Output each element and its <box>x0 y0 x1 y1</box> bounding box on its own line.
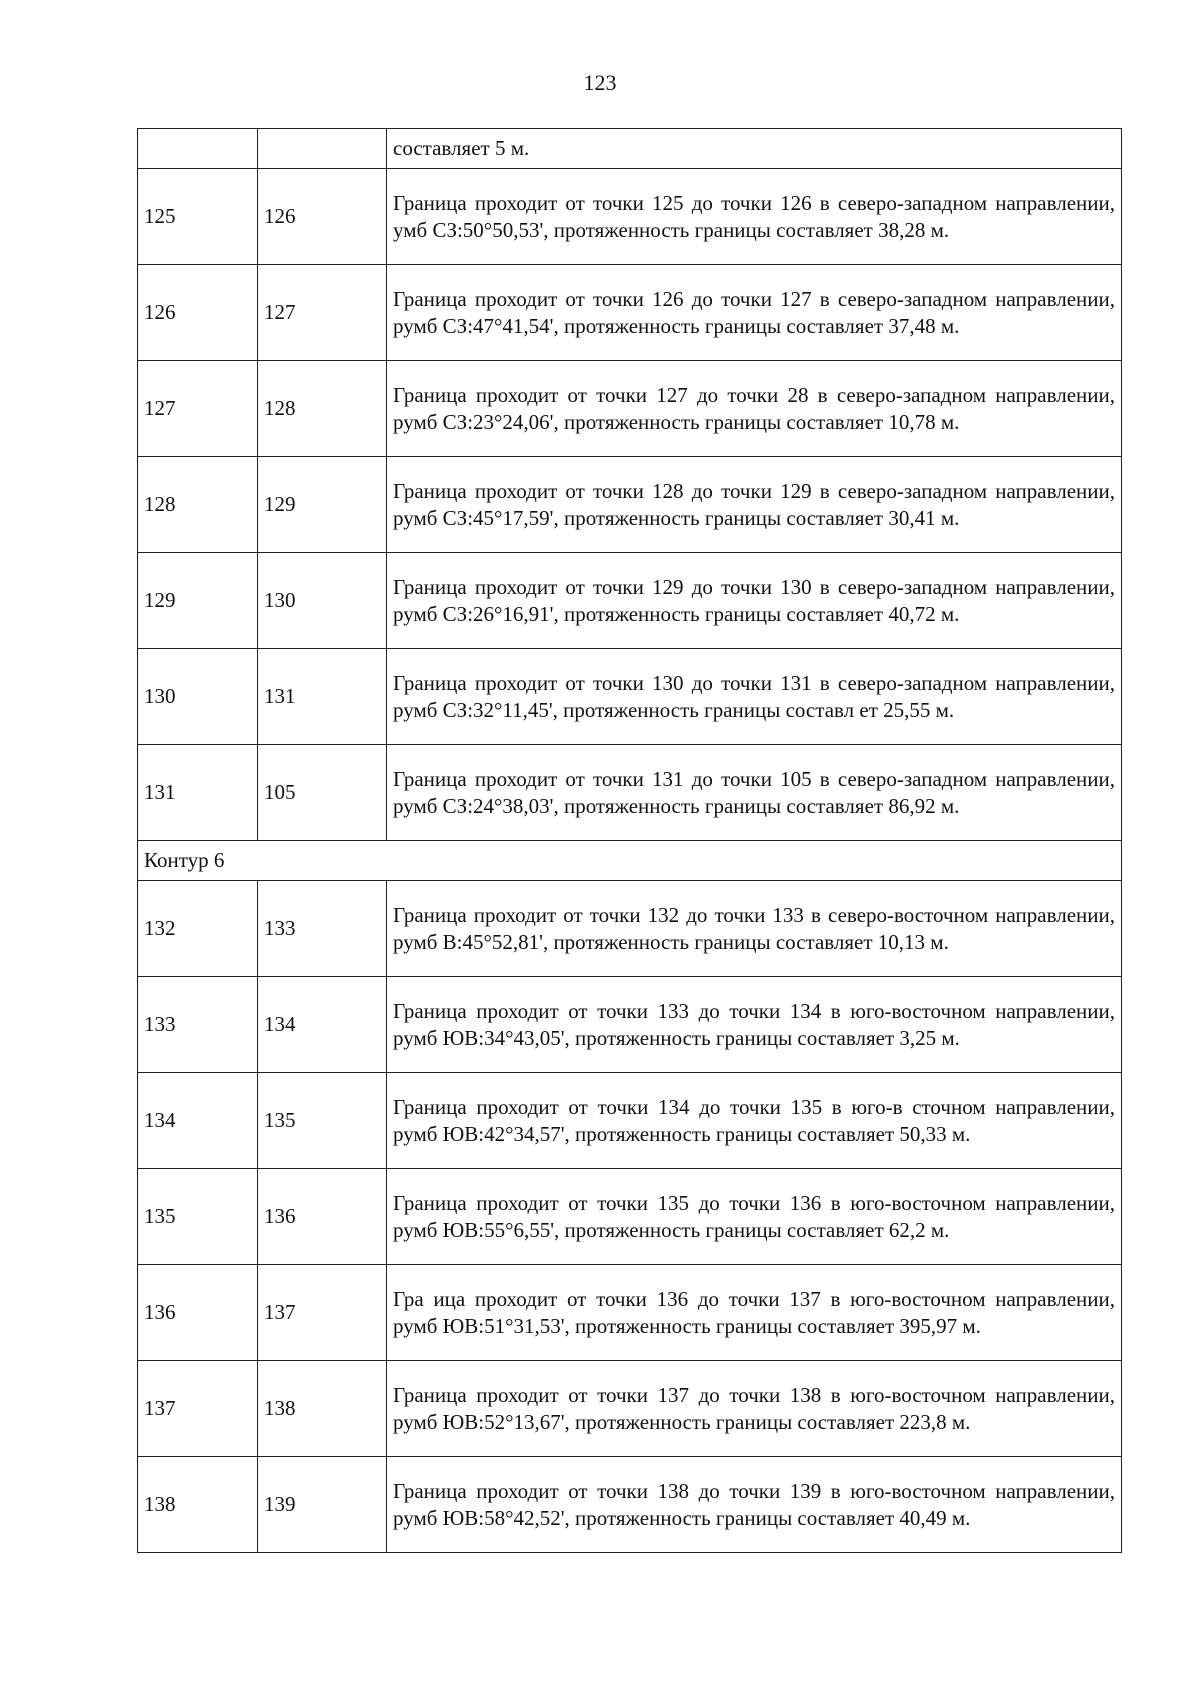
table-row <box>138 1265 1122 1361</box>
table-row <box>138 1457 1122 1553</box>
boundary-description-cell: Граница проходит от точки 129 до точки 130 в северо-западном направлении, румб СЗ:26°16,91', протяженность границы составляет 40,72 м. <box>387 553 1122 649</box>
table-row <box>138 1361 1122 1457</box>
point-to-cell: 134 <box>258 977 387 1073</box>
boundary-description-cell: Граница проходит от точки 132 до точки 133 в северо-восточном направлении, румб В:45°52,81', протяженность границы составляет 10,13 м. <box>387 881 1122 977</box>
point-from-cell: 135 <box>138 1169 258 1265</box>
point-from-cell: 126 <box>138 265 258 361</box>
point-from-cell: 128 <box>138 457 258 553</box>
table-row <box>138 129 1122 169</box>
point-from-cell: 136 <box>138 1265 258 1361</box>
boundary-description-cell: Граница проходит от точки 128 до точки 129 в северо-западном направлении, румб СЗ:45°17,59', протяженность границы составляет 30,41 м. <box>387 457 1122 553</box>
boundary-description-cell: составляет 5 м. <box>387 129 1122 169</box>
boundary-description-cell: Граница проходит от точки 134 до точки 135 в юго-в сточном направлении, румб ЮВ:42°34,57', протяженность границы составляет 50,33 м. <box>387 1073 1122 1169</box>
point-to-cell: 129 <box>258 457 387 553</box>
table-row <box>138 1169 1122 1265</box>
table-row <box>138 977 1122 1073</box>
boundary-description-cell: Граница проходит от точки 138 до точки 139 в юго-восточном направлении, румб ЮВ:58°42,52', протяженность границы составляет 40,49 м. <box>387 1457 1122 1553</box>
point-to-cell: 131 <box>258 649 387 745</box>
table-row <box>138 553 1122 649</box>
point-to-cell: 136 <box>258 1169 387 1265</box>
boundary-description-cell: Гра ица проходит от точки 136 до точки 137 в юго-восточном направлении, румб ЮВ:51°31,53', протяженность границы составляет 395,97 м. <box>387 1265 1122 1361</box>
point-from-cell: 125 <box>138 169 258 265</box>
point-to-cell: 135 <box>258 1073 387 1169</box>
point-from-cell: 127 <box>138 361 258 457</box>
table-row <box>138 881 1122 977</box>
point-from-cell: 131 <box>138 745 258 841</box>
point-to-cell: 128 <box>258 361 387 457</box>
boundary-description-cell: Граница проходит от точки 137 до точки 138 в юго-восточном направлении, румб ЮВ:52°13,67', протяженность границы составляет 223,8 м. <box>387 1361 1122 1457</box>
boundary-description-cell: Граница проходит от точки 130 до точки 131 в северо-западном направлении, румб СЗ:32°11,45', протяженность границы составл ет 25,55 м. <box>387 649 1122 745</box>
contour-label: Контур 6 <box>138 841 1122 881</box>
table-row <box>138 649 1122 745</box>
point-to-cell <box>258 129 387 169</box>
point-to-cell: 130 <box>258 553 387 649</box>
point-from-cell: 130 <box>138 649 258 745</box>
boundary-description-cell: Граница проходит от точки 135 до точки 136 в юго-восточном направлении, румб ЮВ:55°6,55', протяженность границы составляет 62,2 м. <box>387 1169 1122 1265</box>
point-from-cell: 134 <box>138 1073 258 1169</box>
page-number: 123 <box>583 70 617 95</box>
point-from-cell: 137 <box>138 1361 258 1457</box>
boundary-description-cell: Граница проходит от точки 131 до точки 105 в северо-западном направлении, румб СЗ:24°38,03', протяженность границы составляет 86,92 м. <box>387 745 1122 841</box>
table-row <box>138 169 1122 265</box>
point-to-cell: 126 <box>258 169 387 265</box>
boundary-description-cell: Граница проходит от точки 125 до точки 126 в северо-западном направлении, умб СЗ:50°50,53', протяженность границы составляет 38,28 м. <box>387 169 1122 265</box>
point-to-cell: 138 <box>258 1361 387 1457</box>
contour-header-row <box>138 841 1122 881</box>
point-from-cell: 132 <box>138 881 258 977</box>
point-to-cell: 127 <box>258 265 387 361</box>
point-to-cell: 137 <box>258 1265 387 1361</box>
table-row <box>138 265 1122 361</box>
point-to-cell: 139 <box>258 1457 387 1553</box>
point-from-cell: 133 <box>138 977 258 1073</box>
boundary-description-cell: Граница проходит от точки 133 до точки 134 в юго-восточном направлении, румб ЮВ:34°43,05', протяженность границы составляет 3,25 м. <box>387 977 1122 1073</box>
point-to-cell: 105 <box>258 745 387 841</box>
point-from-cell <box>138 129 258 169</box>
point-to-cell: 133 <box>258 881 387 977</box>
table-row <box>138 361 1122 457</box>
point-from-cell: 138 <box>138 1457 258 1553</box>
boundary-description-table <box>137 128 1122 1553</box>
point-from-cell: 129 <box>138 553 258 649</box>
boundary-description-cell: Граница проходит от точки 126 до точки 127 в северо-западном направлении, румб СЗ:47°41,54', протяженность границы составляет 37,48 м. <box>387 265 1122 361</box>
table-row <box>138 1073 1122 1169</box>
table-row <box>138 745 1122 841</box>
table-row <box>138 457 1122 553</box>
boundary-description-cell: Граница проходит от точки 127 до точки 28 в северо-западном направлении, румб СЗ:23°24,06', протяженность границы составляет 10,78 м. <box>387 361 1122 457</box>
